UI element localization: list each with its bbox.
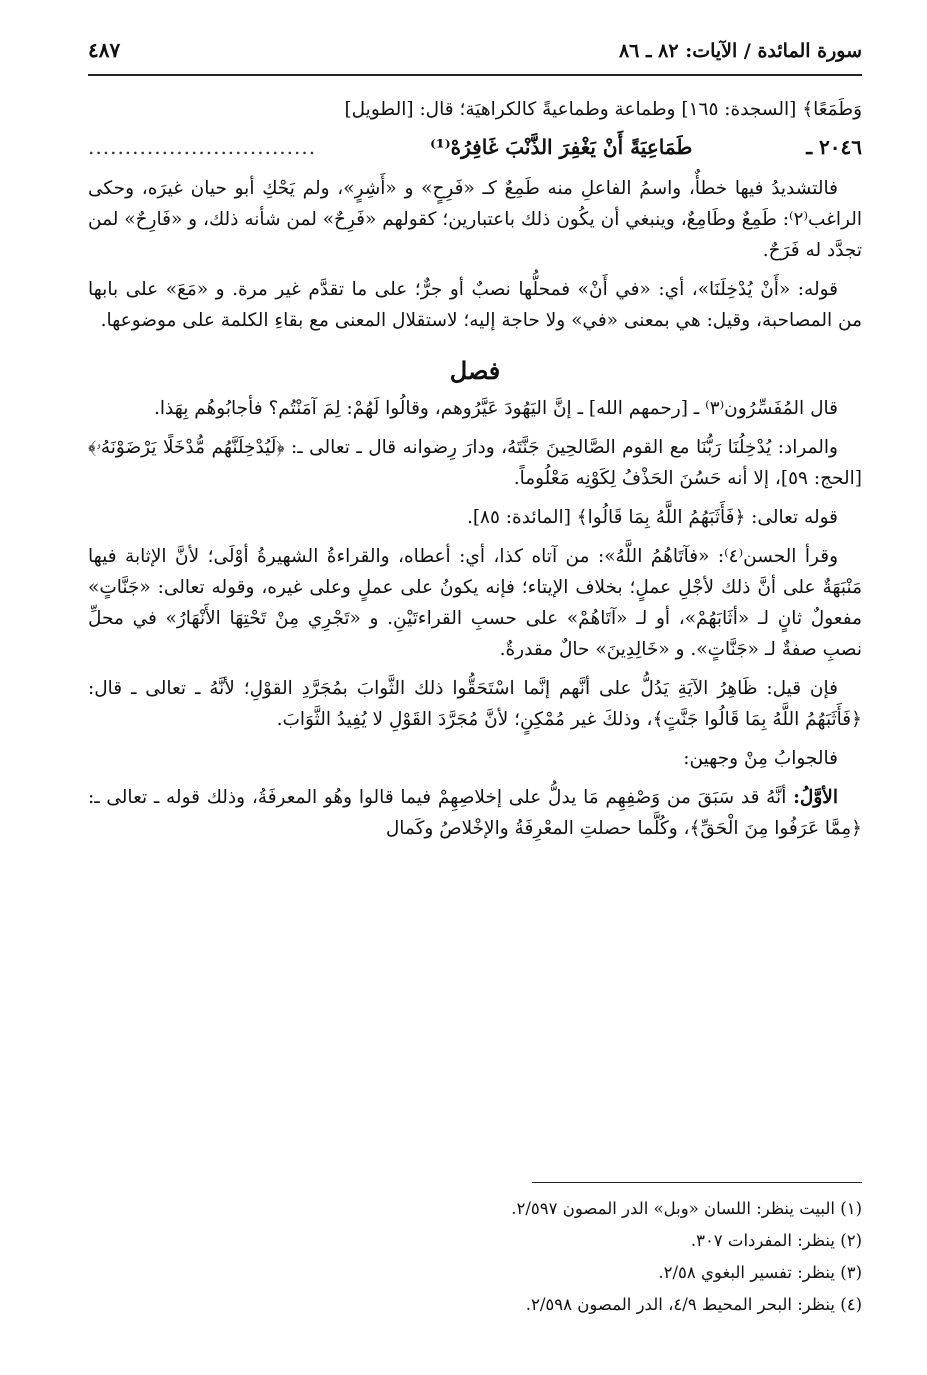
footnote-rule: [532, 1182, 862, 1183]
footnote: (٤) ينظر: البحر المحيط ٤/٩، الدر المصون ٢/٥٩٨.: [525, 1295, 862, 1314]
paragraph-6: قوله تعالى: ﴿فَأَثَبَهُمُ اللَّهُ بِمَا قَالُوا﴾ [المائدة: ٨٥].: [466, 507, 838, 528]
paragraph-2: فالتشديدُ فيها خطأٌ، واسمُ الفاعلِ منه طَمِعٌ كـ «فَرِحٍ» و «أَشِرٍ»، ولم يَحْكِ أبو حيان غيرَه، وحكى الراغب⁽٢⁾: طَمِعٌ وطَامِعٌ، وينبغي أن يكُون ذلك باعتبارين؛ كقولهم «فَرِحٌ» لمن شأنه ذلك، و «فَارِحٌ» لمن تجدَّد له فَرَحٌ.: [88, 178, 862, 261]
point-label: الأوَّلُ:: [793, 787, 838, 808]
footnote: (٢) ينظر: المفردات ٣٠٧.: [690, 1231, 862, 1250]
verse-dots: ...............................: [88, 135, 317, 159]
footnote: (١) البيت ينظر: اللسان «وبل» الدر المصون ٢/٥٩٧.: [511, 1199, 862, 1218]
paragraph-10: [88, 782, 862, 844]
verse-text: طَمَاعِيَةً أَنْ يَغْفِرَ الذَّنْبَ غَافِرُهْ⁽¹⁾: [429, 135, 693, 159]
running-header: [88, 34, 862, 76]
book-page: [88, 34, 862, 1344]
paragraph-5: والمراد: يُدْخِلُنَا رَبُّنَا مع القوم الصَّالحِينَ جَنَّتَهُ، ودارَ رِضوانه قال ـ تعالى ـ: ﴿لَيُدْخِلَنَّهُم مُّدْخَلًا يَرْضَوْنَهُۥ﴾ [الحج: ٥٩]، إلا أنه حَسُنَ الحَذْفُ لِكَوْنِه مَعْلُوماً.: [88, 437, 862, 489]
footnotes: [88, 1182, 862, 1321]
footnote: (٣) ينظر: تفسير البغوي ٢/٥٨.: [658, 1263, 862, 1282]
poetry-verse: [88, 129, 862, 165]
verse-number: ٢٠٤٦ ـ: [806, 135, 862, 159]
paragraph-8: فإن قيل: ظَاهِرُ الآيَةِ يَدُلُّ على أنَّهم إنَّما اسْتَحَقُّوا ذلك الثَّوابَ بمُجَرَّدِ القوْلِ؛ لأنَّهُ ـ تعالى ـ قال: ﴿فَأَثَبَهُمُ اللَّهُ بِمَا قَالُوا جَنَّتٍ﴾، وذلكَ غير مُمْكِنٍ؛ لأنَّ مُجَرَّدَ القَوْلِ لا يُفِيدُ الثَّوَابَ.: [88, 678, 862, 730]
page-number: ٤٨٧: [88, 38, 121, 62]
paragraph-9: فالجوابُ مِنْ وجهين:: [683, 748, 838, 769]
header-title: سورة المائدة / الآيات: ٨٢ ـ ٨٦: [618, 40, 862, 62]
paragraph-4: قال المُفَسِّرُون⁽٣⁾ ـ [رحمهم الله] ـ إنَّ اليَهُودَ عَيَّرُوهم، وقالُوا لَهُمْ: لِمَ آمَنْتُم؟ فأجابُوهُم بِهَذا.: [153, 398, 838, 419]
paragraph-1: وَطَمَعًا﴾ [السجدة: ١٦٥] وطماعة وطماعيةً كالكراهيَة؛ قال: [الطويل]: [344, 99, 862, 120]
paragraph-3: قوله: «أَنْ يُدْخِلَنَا»، أي: «في أَنْ» فمحلُّها نصبٌ أو جرٌّ؛ على ما تقدَّم غير مرة. و «مَعَ» على بابها من المصاحبة، وقيل: هي بمعنى «في» ولا حاجة إليه؛ لاستقلال المعنى مع بقاءِ الكلمة على موضوعها.: [88, 279, 862, 331]
paragraph-7: وقرأ الحسن⁽٤⁾: «فآتَاهُمُ اللَّهُ»: من آتاه كذا، أي: أعطاه، والقراءةُ الشهيرةُ أوْلَى؛ لأنَّ الإثابة فيها مَنْبَهَةٌ على أنَّ ذلك لأجْلِ عملٍ؛ بخلاف الإيتاء؛ فإنه يكونُ على عملٍ وعلى غيره، وقوله تعالى: «جَنَّاتٍ» مفعولٌ ثانٍ لـ «أثَابَهُمْ»، أو لـ «آتَاهُمْ» على حسبِ القراءتَيْنِ. و «تَجْرِي مِنْ تَحْتِهَا الأَنْهَارُ» في محلِّ نصبِ صفةٌ لـ «جَنَّاتٍ». و «خَالِدِينَ» حالٌ مقدرةٌ.: [88, 546, 862, 660]
section-title: فصل: [449, 356, 501, 385]
paragraph-10-text: أنَّهُ قد سَبَقَ من وَصْفِهِم مَا يدلُّ على إخلاصِهِمْ فيما قالوا وهُو المعرفَةُ، وذلك قوله ـ تعالى ـ: ﴿مِمَّا عَرَفُوا مِنَ الْحَقِّ﴾، وكُلَّما حصلتِ المعْرِفَةُ والإخْلاصُ وكَمال: [88, 787, 862, 839]
